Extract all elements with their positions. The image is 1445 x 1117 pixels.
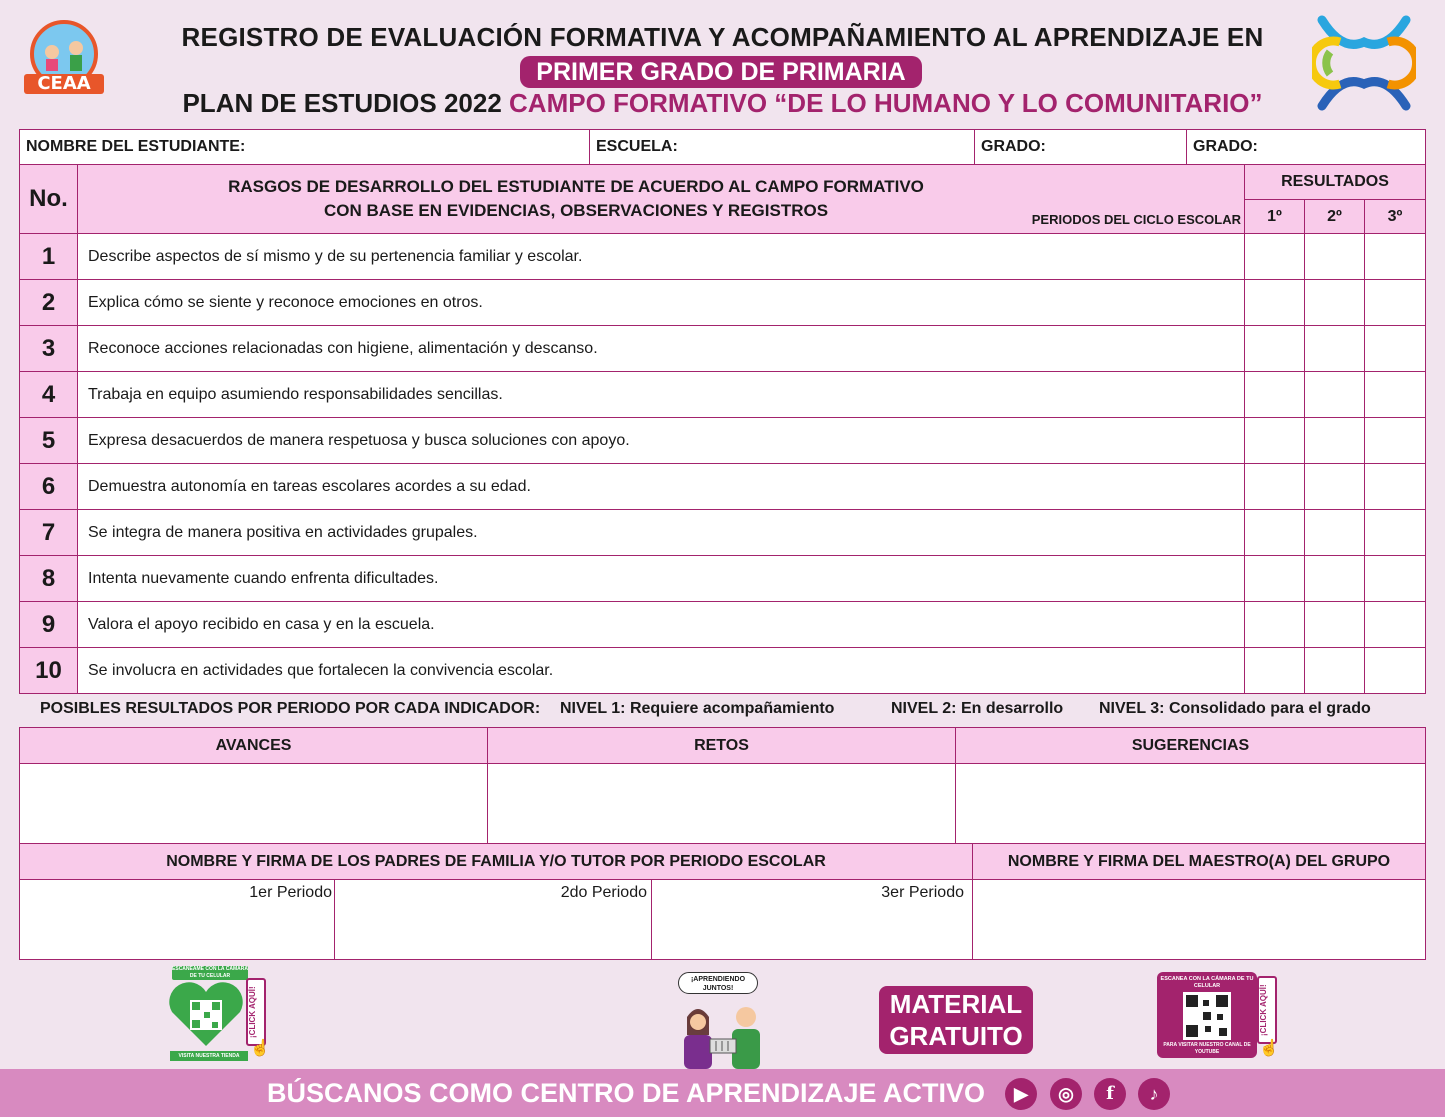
- result-cell-p2[interactable]: [1305, 602, 1365, 648]
- level-1: NIVEL 1: Requiere acompañamiento: [560, 700, 835, 717]
- title-line1: REGISTRO DE EVALUACIÓN FORMATIVA Y ACOMPAÑAMIENTO AL APRENDIZAJE EN: [181, 22, 1264, 52]
- title-line3: [140, 88, 1305, 119]
- result-cell-p1[interactable]: [1245, 556, 1305, 602]
- result-cell-p2[interactable]: [1305, 280, 1365, 326]
- period-1-label: 1er Periodo: [249, 884, 332, 901]
- result-cell-p3[interactable]: [1365, 556, 1426, 602]
- store-qr-promo[interactable]: [166, 966, 270, 1062]
- row-text: Reconoce acciones relacionadas con higiene, alimentación y descanso.: [78, 326, 1245, 372]
- result-cell-p1[interactable]: [1245, 648, 1305, 694]
- student-name-label: NOMBRE DEL ESTUDIANTE:: [26, 138, 246, 155]
- row-number: 1: [20, 234, 78, 280]
- result-cell-p2[interactable]: [1305, 418, 1365, 464]
- sugerencias-header: SUGERENCIAS: [956, 728, 1426, 764]
- retos-field[interactable]: [488, 764, 956, 844]
- result-cell-p3[interactable]: [1365, 326, 1426, 372]
- facebook-icon[interactable]: f: [1094, 1078, 1126, 1110]
- result-cell-p3[interactable]: [1365, 602, 1426, 648]
- levels-label: POSIBLES RESULTADOS POR PERIODO POR CADA INDICADOR:: [40, 700, 541, 717]
- tiktok-icon[interactable]: ♪: [1138, 1078, 1170, 1110]
- characters-illustration: [674, 969, 774, 1069]
- period-col-1: 1º: [1245, 200, 1305, 234]
- row-number: 7: [20, 510, 78, 556]
- grade-label-1: GRADO:: [981, 138, 1046, 155]
- row-text: Valora el apoyo recibido en casa y en la escuela.: [78, 602, 1245, 648]
- row-text: Describe aspectos de sí mismo y de su pertenencia familiar y escolar.: [78, 234, 1245, 280]
- teacher-signature-header: NOMBRE Y FIRMA DEL MAESTRO(A) DEL GRUPO: [973, 844, 1426, 880]
- heart-qr-icon: [166, 980, 246, 1050]
- click-here-label-2: ¡CLICK AQUÍ!: [1257, 976, 1277, 1044]
- row-text: Se integra de manera positiva en actividades grupales.: [78, 510, 1245, 556]
- teachers-icon: [674, 995, 774, 1069]
- youtube-qr-bottom: PARA VISITAR NUESTRO CANAL DE YOUTUBE: [1163, 1042, 1251, 1055]
- level-3: NIVEL 3: Consolidado para el grado: [1099, 700, 1371, 717]
- table-row: [20, 372, 1426, 418]
- sugerencias-field[interactable]: [956, 764, 1426, 844]
- result-cell-p3[interactable]: [1365, 648, 1426, 694]
- table-row: [20, 464, 1426, 510]
- period-2-label: 2do Periodo: [560, 884, 647, 901]
- avances-field[interactable]: [20, 764, 488, 844]
- youtube-qr-top: ESCANEA CON LA CÁMARA DE TU CELULAR: [1160, 976, 1254, 989]
- result-cell-p3[interactable]: [1365, 280, 1426, 326]
- instagram-icon[interactable]: ◎: [1050, 1078, 1082, 1110]
- avances-header: AVANCES: [20, 728, 488, 764]
- result-cell-p1[interactable]: [1245, 372, 1305, 418]
- row-text: Trabaja en equipo asumiendo responsabilidades sencillas.: [78, 372, 1245, 418]
- result-cell-p1[interactable]: [1245, 280, 1305, 326]
- rasgos-table: [19, 164, 1426, 694]
- table-row: [20, 602, 1426, 648]
- parents-signature-header: NOMBRE Y FIRMA DE LOS PADRES DE FAMILIA Y/O TUTOR POR PERIODO ESCOLAR: [20, 844, 973, 880]
- result-cell-p2[interactable]: [1305, 464, 1365, 510]
- table-row: [20, 510, 1426, 556]
- signatures-table: [19, 843, 1426, 960]
- row-text: Explica cómo se siente y reconoce emociones en otros.: [78, 280, 1245, 326]
- school-label: ESCUELA:: [596, 138, 678, 155]
- pointer-hand-icon: ☝: [250, 1040, 270, 1057]
- student-name-field[interactable]: [20, 130, 590, 165]
- period-col-2: 2º: [1305, 200, 1365, 234]
- pointer-hand-icon-2: ☝: [1259, 1040, 1279, 1057]
- grade-banner: PRIMER GRADO DE PRIMARIA: [520, 56, 922, 88]
- result-cell-p3[interactable]: [1365, 234, 1426, 280]
- table-row: [20, 234, 1426, 280]
- row-number: 5: [20, 418, 78, 464]
- period-3-label: 3er Periodo: [881, 884, 964, 901]
- store-qr-bottom: VISITA NUESTRA TIENDA: [170, 1051, 248, 1061]
- result-cell-p1[interactable]: [1245, 326, 1305, 372]
- row-text: Intenta nuevamente cuando enfrenta dificultades.: [78, 556, 1245, 602]
- speech-bubble: ¡APRENDIENDO JUNTOS!: [678, 972, 758, 994]
- footer-text: BÚSCANOS COMO CENTRO DE APRENDIZAJE ACTIVO: [266, 1078, 985, 1108]
- result-cell-p2[interactable]: [1305, 326, 1365, 372]
- table-row: [20, 648, 1426, 694]
- result-cell-p3[interactable]: [1365, 372, 1426, 418]
- table-row: [20, 326, 1426, 372]
- row-number: 3: [20, 326, 78, 372]
- periods-label: PERIODOS DEL CICLO ESCOLAR: [1031, 212, 1241, 227]
- table-row: [20, 418, 1426, 464]
- signature-period-2[interactable]: [335, 880, 652, 960]
- teacher-signature-field[interactable]: [973, 880, 1426, 960]
- signature-period-1[interactable]: [20, 880, 335, 960]
- results-header: RESULTADOS: [1245, 165, 1426, 200]
- row-number: 8: [20, 556, 78, 602]
- grade-field-1[interactable]: [975, 130, 1187, 165]
- campo-label: CAMPO FORMATIVO “DE LO HUMANO Y LO COMUNITARIO”: [509, 88, 1263, 118]
- feedback-table: [19, 727, 1426, 844]
- result-cell-p2[interactable]: [1305, 648, 1365, 694]
- row-number: 10: [20, 648, 78, 694]
- result-cell-p3[interactable]: [1365, 510, 1426, 556]
- period-col-3: 3º: [1365, 200, 1426, 234]
- store-qr-top: ESCANÉAME CON LA CÁMARA DE TU CELULAR: [172, 966, 248, 979]
- youtube-icon[interactable]: ▶: [1005, 1078, 1037, 1110]
- result-cell-p3[interactable]: [1365, 464, 1426, 510]
- logo-text: CEAA: [37, 73, 91, 94]
- row-number: 6: [20, 464, 78, 510]
- row-number: 2: [20, 280, 78, 326]
- levels-row: [19, 691, 1426, 727]
- qr-code-icon: [1183, 992, 1231, 1040]
- row-text: Expresa desacuerdos de manera respetuosa y busca soluciones con apoyo.: [78, 418, 1245, 464]
- youtube-qr-promo[interactable]: [1157, 972, 1279, 1064]
- result-cell-p1[interactable]: [1245, 602, 1305, 648]
- rings-logo: [1312, 12, 1416, 114]
- grade-label-2: GRADO:: [1193, 138, 1258, 155]
- ceaa-logo: [20, 18, 108, 96]
- click-here-label: ¡CLICK AQUÍ!: [246, 978, 266, 1046]
- row-text: Se involucra en actividades que fortalecen la convivencia escolar.: [78, 648, 1245, 694]
- result-cell-p1[interactable]: [1245, 418, 1305, 464]
- result-cell-p2[interactable]: [1305, 510, 1365, 556]
- result-cell-p2[interactable]: [1305, 372, 1365, 418]
- result-cell-p1[interactable]: [1245, 234, 1305, 280]
- grade-field-2[interactable]: [1187, 130, 1426, 165]
- rasgos-header: [78, 165, 1245, 234]
- school-field[interactable]: [590, 130, 975, 165]
- row-number: 9: [20, 602, 78, 648]
- free-material-badge: MATERIAL GRATUITO: [879, 986, 1033, 1054]
- level-2: NIVEL 2: En desarrollo: [891, 700, 1064, 717]
- result-cell-p3[interactable]: [1365, 418, 1426, 464]
- row-number: 4: [20, 372, 78, 418]
- no-header: No.: [20, 165, 78, 234]
- rasgos-title-line2: CON BASE EN EVIDENCIAS, OBSERVACIONES Y REGISTROS: [323, 201, 829, 220]
- student-info-table: [19, 129, 1426, 165]
- retos-header: RETOS: [488, 728, 956, 764]
- result-cell-p2[interactable]: [1305, 234, 1365, 280]
- rasgos-title-line1: RASGOS DE DESARROLLO DEL ESTUDIANTE DE ACUERDO AL CAMPO FORMATIVO: [228, 177, 924, 196]
- result-cell-p1[interactable]: [1245, 464, 1305, 510]
- plan-label: PLAN DE ESTUDIOS 2022: [182, 88, 502, 118]
- result-cell-p2[interactable]: [1305, 556, 1365, 602]
- result-cell-p1[interactable]: [1245, 510, 1305, 556]
- signature-period-3[interactable]: [652, 880, 973, 960]
- table-row: [20, 280, 1426, 326]
- row-text: Demuestra autonomía en tareas escolares acordes a su edad.: [78, 464, 1245, 510]
- table-row: [20, 556, 1426, 602]
